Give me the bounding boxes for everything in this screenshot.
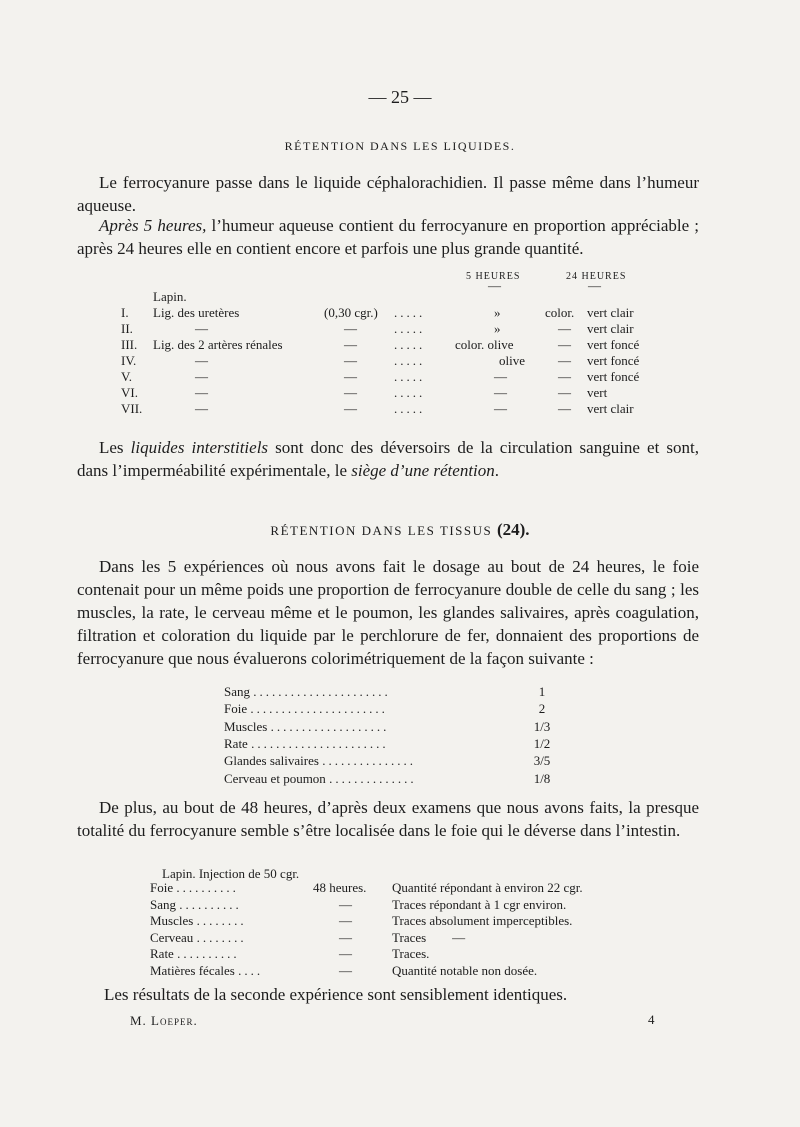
table-row-24h: vert bbox=[587, 385, 608, 400]
table-row-dose: — bbox=[344, 385, 357, 400]
injection-result: Traces — bbox=[392, 930, 466, 945]
paragraph-1: Le ferrocyanure passe dans le liquide céphalorachidien. Il passe même dans l’humeur aqueuse. bbox=[77, 173, 699, 215]
table-row-num: V. bbox=[121, 369, 132, 384]
table-row-num: VI. bbox=[121, 385, 138, 400]
table-row-ligature: Lig. des 2 artères rénales bbox=[153, 337, 283, 352]
proportion-row bbox=[224, 771, 514, 787]
paragraph-2 bbox=[77, 214, 699, 260]
table-row-24h: vert clair bbox=[587, 305, 634, 320]
injection-dots: ........ bbox=[196, 913, 247, 928]
table-row-24h: vert foncé bbox=[587, 369, 640, 384]
table-row-dose: — bbox=[344, 369, 357, 384]
proportion-row bbox=[224, 684, 514, 700]
table-row-num: II. bbox=[121, 321, 133, 336]
table-row-ligature: — bbox=[195, 369, 208, 384]
table-row-dots: ..... bbox=[394, 337, 426, 352]
proportion-row bbox=[224, 719, 514, 735]
proportion-dots: ............... bbox=[322, 753, 416, 768]
table-row-24h: vert foncé bbox=[587, 337, 640, 352]
table-row-5h: » bbox=[494, 305, 501, 320]
table-row-dots: ..... bbox=[394, 369, 426, 384]
injection-time: — bbox=[339, 913, 352, 928]
injection-dots: .......... bbox=[179, 897, 242, 912]
table-row-5h: — bbox=[494, 369, 507, 384]
proportion-label: Glandes salivaires bbox=[224, 753, 319, 768]
proportion-value: 1 bbox=[538, 684, 546, 699]
table-row-dose: — bbox=[344, 321, 357, 336]
injection-label: Cerveau bbox=[150, 930, 194, 945]
table-row-dots: ..... bbox=[394, 385, 426, 400]
proportion-label: Foie bbox=[224, 701, 248, 716]
paragraph-3-a: Les bbox=[99, 438, 131, 457]
injection-label: Foie bbox=[150, 880, 174, 895]
injection-label: Matières fécales bbox=[150, 963, 235, 978]
proportion-dots: .............. bbox=[329, 771, 417, 786]
injection-time: — bbox=[339, 897, 352, 912]
table-row-num: VII. bbox=[121, 401, 143, 416]
injection-dots: .... bbox=[238, 963, 264, 978]
table-row-dose: (0,30 cgr.) bbox=[324, 305, 378, 320]
table-row-dots: ..... bbox=[394, 305, 426, 320]
injection-row bbox=[150, 946, 310, 962]
paragraph-2-italic: Après 5 heures, bbox=[99, 216, 207, 235]
col-header-24h: 24 HEURES bbox=[566, 271, 627, 282]
proportion-dots: ...................... bbox=[250, 701, 388, 716]
injection-result: Traces. bbox=[392, 946, 430, 961]
injection-result: Traces répondant à 1 cgr environ. bbox=[392, 897, 567, 912]
proportion-label: Rate bbox=[224, 736, 248, 751]
table-row-num: III. bbox=[121, 337, 138, 352]
proportion-value: 1/2 bbox=[533, 736, 551, 751]
table-row-dots: ..... bbox=[394, 401, 426, 416]
paragraph-3-italic-2: siège d’une rétention bbox=[351, 461, 495, 480]
injection-row bbox=[150, 897, 310, 913]
table-lapin-label: Lapin. bbox=[153, 289, 187, 304]
proportion-dots: ...................... bbox=[251, 736, 389, 751]
section-heading-tissus-text: RÉTENTION DANS LES TISSUS bbox=[270, 523, 493, 538]
proportion-row bbox=[224, 701, 514, 717]
table-row-ligature: — bbox=[195, 401, 208, 416]
proportion-value: 3/5 bbox=[533, 753, 551, 768]
paragraph-3-c: . bbox=[494, 461, 500, 480]
paragraph-6: Les résultats de la seconde expérience sont sensiblement identiques. bbox=[104, 985, 568, 1004]
table-row-ligature: Lig. des uretères bbox=[153, 305, 240, 320]
injection-dots: .......... bbox=[176, 880, 239, 895]
proportion-label: Sang bbox=[224, 684, 250, 699]
proportion-row bbox=[224, 736, 514, 752]
footer-author: M. Loeper. bbox=[130, 1013, 198, 1028]
page-number: — 25 — bbox=[368, 87, 432, 107]
section-heading-liquides: RÉTENTION DANS LES LIQUIDES. bbox=[284, 139, 516, 153]
table-row-dose: — bbox=[344, 353, 357, 368]
paragraph-5: De plus, au bout de 48 heures, d’après deux examens que nous avons faits, la presque totalité du ferrocyanure semble s’être localisée dans le foie qui le déverse dans l’intestin. bbox=[77, 798, 699, 840]
injection-time: — bbox=[339, 946, 352, 961]
injection-label: Sang bbox=[150, 897, 176, 912]
col-header-5h-dash: — bbox=[488, 278, 501, 293]
proportion-label: Cerveau et poumon bbox=[224, 771, 326, 786]
table-row-24h-prefix: — bbox=[558, 401, 571, 416]
table-row-24h-prefix: — bbox=[558, 353, 571, 368]
col-header-24h-dash: — bbox=[588, 278, 601, 293]
injection-row bbox=[150, 930, 310, 946]
table-row-dots: ..... bbox=[394, 353, 426, 368]
table-row-5h: color. olive bbox=[455, 337, 514, 352]
injection-time: — bbox=[339, 930, 352, 945]
table-row-ligature: — bbox=[195, 385, 208, 400]
injection-label: Rate bbox=[150, 946, 174, 961]
injection-row bbox=[150, 913, 310, 929]
paragraph-3-italic-1: liquides interstitiels bbox=[130, 438, 269, 457]
section-heading-tissus bbox=[0, 520, 800, 540]
table-row-5h: » bbox=[494, 321, 501, 336]
table-row-ligature: — bbox=[195, 353, 208, 368]
injection-result: Traces absolument imperceptibles. bbox=[392, 913, 573, 928]
table-row-dots: ..... bbox=[394, 321, 426, 336]
proportion-value: 1/8 bbox=[533, 771, 551, 786]
injection-time: 48 heures. bbox=[313, 880, 367, 895]
table-row-5h: — bbox=[494, 401, 507, 416]
table-row-24h-prefix: — bbox=[558, 321, 571, 336]
injection-row bbox=[150, 880, 310, 896]
table-row-24h: vert clair bbox=[587, 321, 634, 336]
col-header-5h: 5 HEURES bbox=[466, 271, 521, 282]
proportion-value: 2 bbox=[538, 701, 546, 716]
injection-row bbox=[150, 963, 310, 979]
table-row-num: IV. bbox=[121, 353, 137, 368]
footer-signature-number: 4 bbox=[648, 1012, 655, 1027]
table-row-dose: — bbox=[344, 401, 357, 416]
proportion-dots: ................... bbox=[270, 719, 390, 734]
injection-result: Quantité notable non dosée. bbox=[392, 963, 538, 978]
table-row-5h: — bbox=[494, 385, 507, 400]
table-row-24h-prefix: color. bbox=[545, 305, 575, 320]
section-heading-tissus-ref: (24). bbox=[496, 520, 530, 539]
table-injection-header: Lapin. Injection de 50 cgr. bbox=[162, 866, 300, 881]
table-row-24h-prefix: — bbox=[558, 369, 571, 384]
injection-dots: .......... bbox=[177, 946, 240, 961]
proportion-value: 1/3 bbox=[533, 719, 551, 734]
table-row-24h: vert clair bbox=[587, 401, 634, 416]
table-row-24h: vert foncé bbox=[587, 353, 640, 368]
paragraph-3-b: sont donc des déversoirs de la circulation sanguine et sont, dans l’imperméabilité expérimentale, le bbox=[77, 438, 699, 480]
table-row-num: I. bbox=[121, 305, 129, 320]
proportion-row bbox=[224, 753, 514, 769]
injection-result: Quantité répondant à environ 22 cgr. bbox=[392, 880, 583, 895]
paragraph-2-text: l’humeur aqueuse contient du ferrocyanure en proportion appréciable ; après 24 heures elle en contient encore et parfois une plus grande quantité. bbox=[77, 216, 699, 258]
table-row-24h-prefix: — bbox=[558, 385, 571, 400]
paragraph-4: Dans les 5 expériences où nous avons fait le dosage au bout de 24 heures, le foie contenait pour un même poids une proportion de ferrocyanure double de celle du sang ; les muscles, la rate, le cerveau même et le poumon, les glandes salivaires, après coagulation, filtration et coloration du liquide par le perchlorure de fer, donnaient des proportions de ferrocyanure que nous évaluerons colorimétriquement de la façon suivante : bbox=[77, 557, 699, 668]
paragraph-3 bbox=[77, 436, 699, 482]
table-row-ligature: — bbox=[195, 321, 208, 336]
proportion-label: Muscles bbox=[224, 719, 268, 734]
proportion-dots: ...................... bbox=[253, 684, 391, 699]
table-row-dose: — bbox=[344, 337, 357, 352]
table-row-24h-prefix: — bbox=[558, 337, 571, 352]
table-row-5h: olive bbox=[499, 353, 525, 368]
injection-time: — bbox=[339, 963, 352, 978]
injection-dots: ........ bbox=[196, 930, 247, 945]
injection-label: Muscles bbox=[150, 913, 194, 928]
